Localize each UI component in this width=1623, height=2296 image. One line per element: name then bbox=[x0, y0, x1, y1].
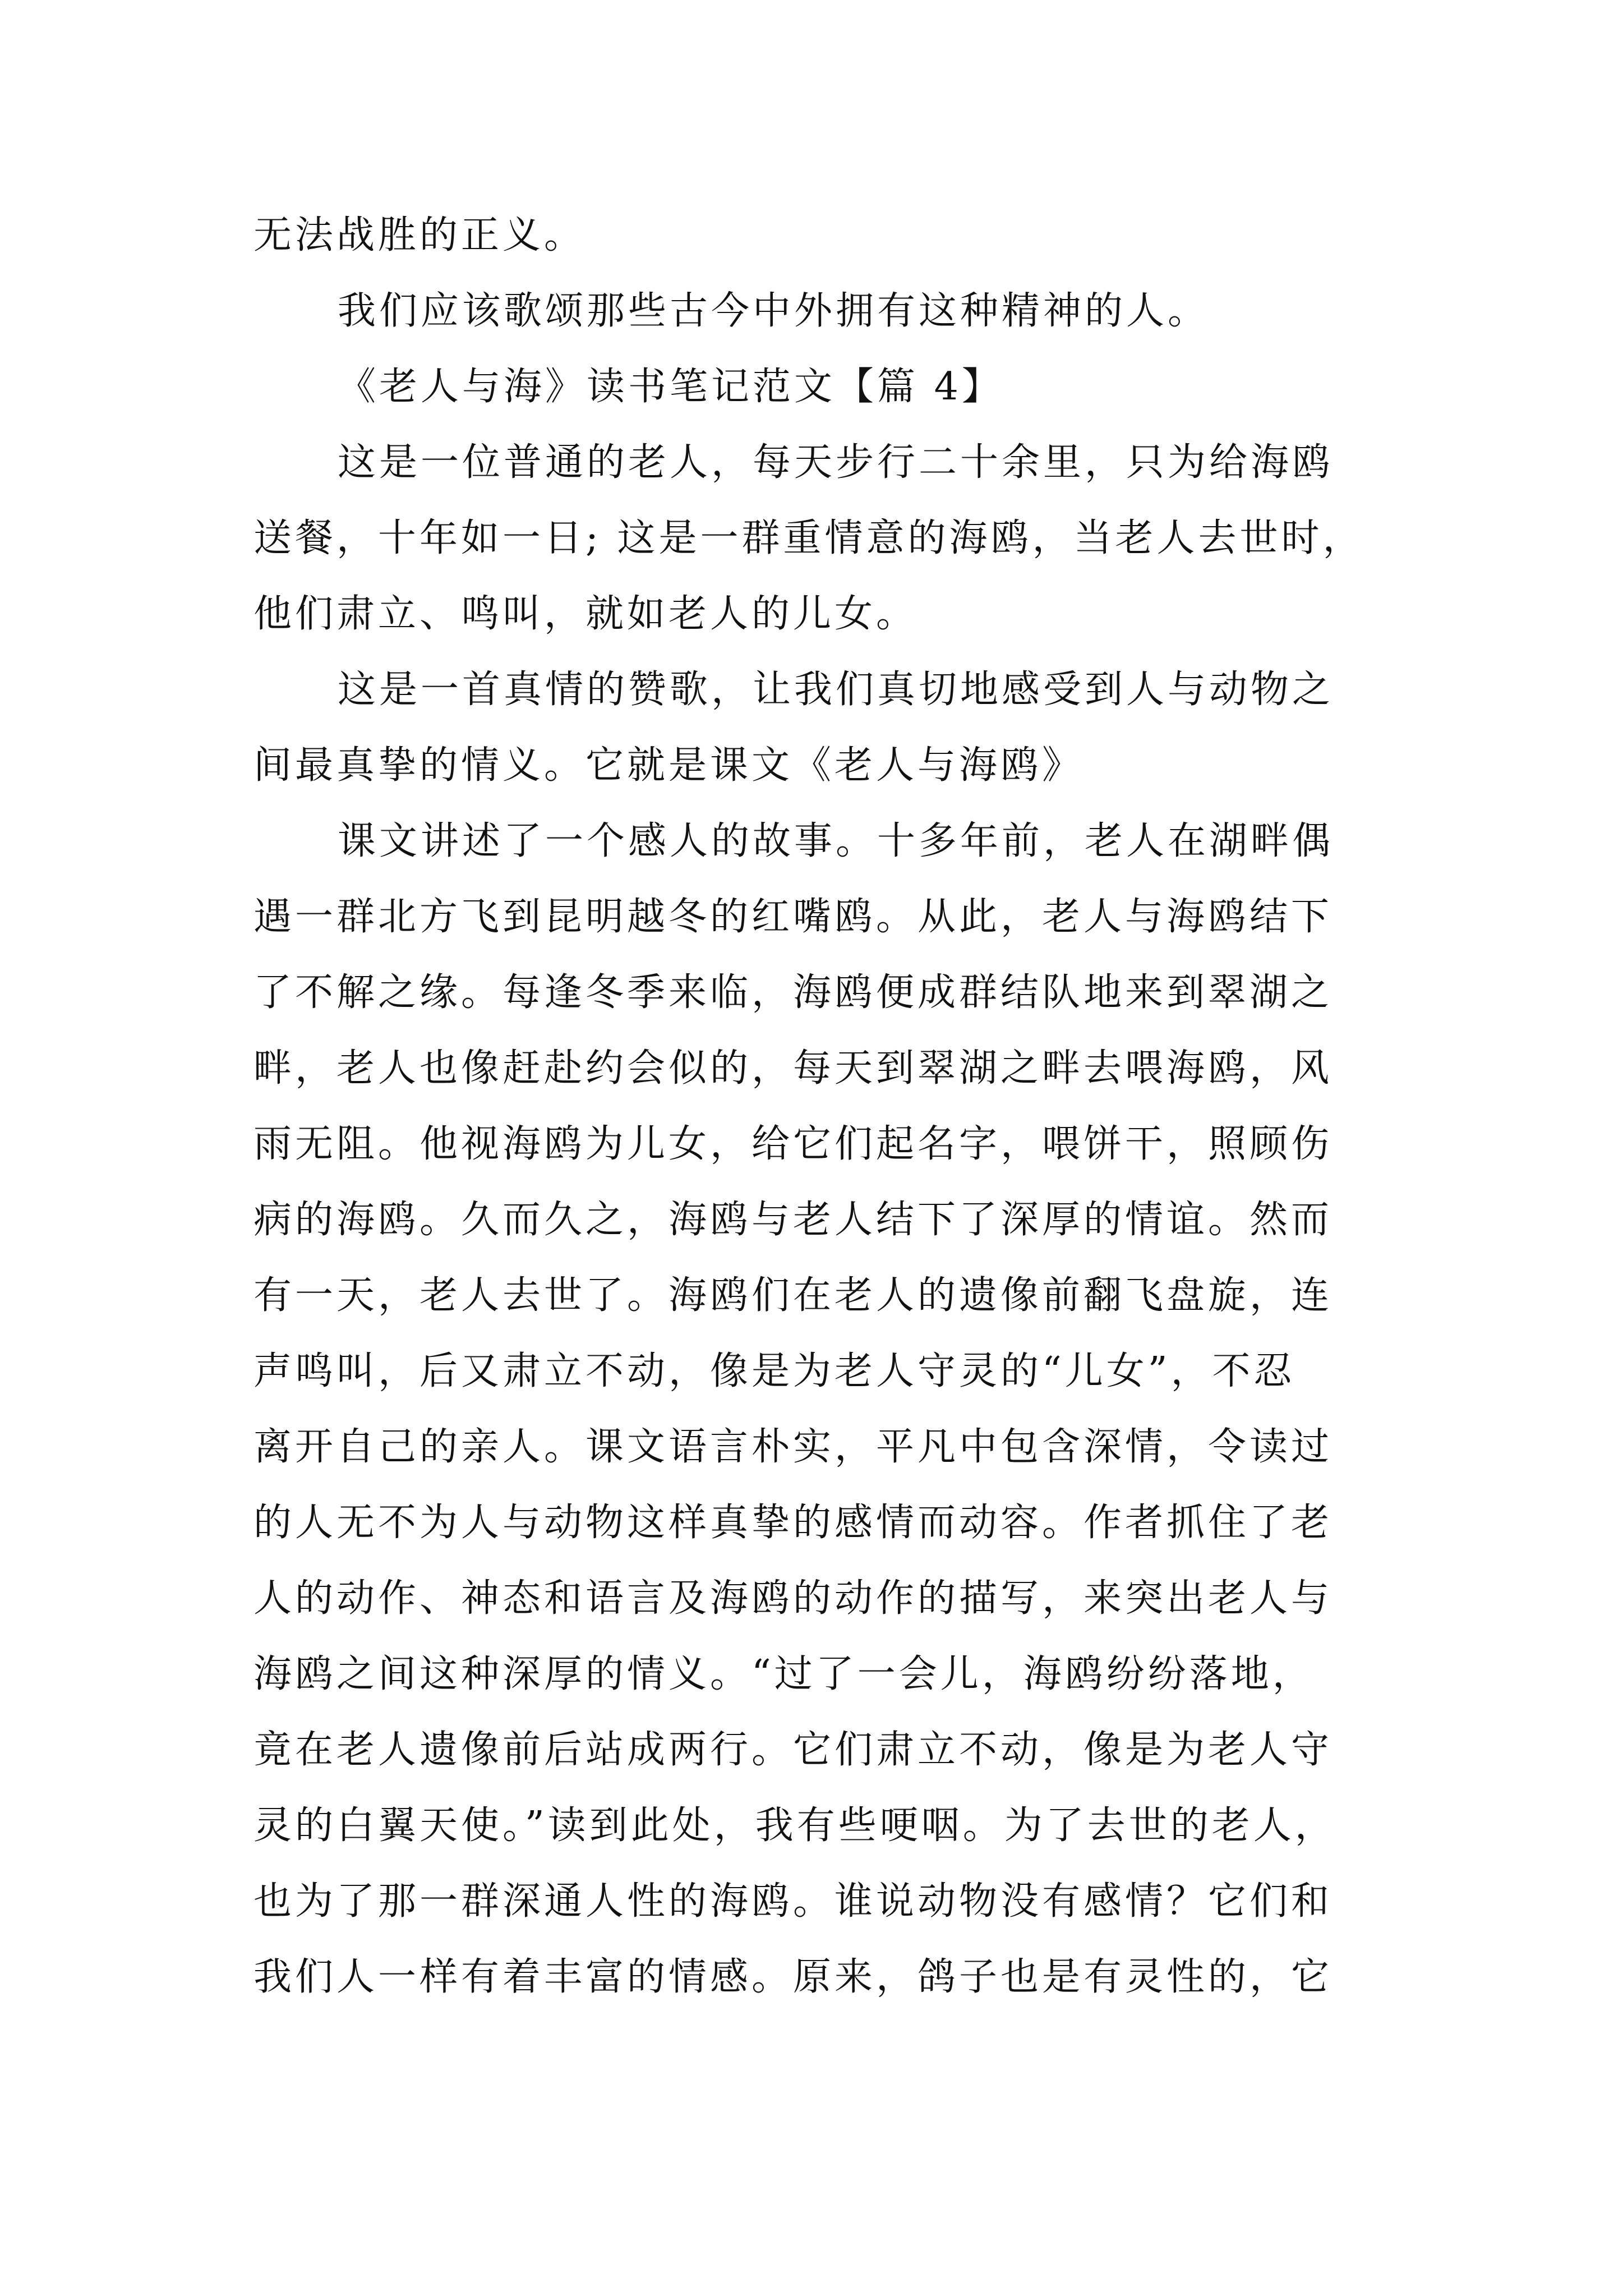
text-line: 课文讲述了一个感人的故事。十多年前，老人在湖畔偶 bbox=[338, 819, 1334, 863]
text-line: 畔，老人也像赶赴约会似的，每天到翠湖之畔去喂海鸥，风 bbox=[253, 1046, 1333, 1091]
text-line: 这是一位普通的老人，每天步行二十余里，只为给海鸥 bbox=[338, 440, 1334, 485]
text-line: 送餐，十年如一日; 这是一群重情意的海鸥，当老人去世时， bbox=[253, 516, 1364, 560]
text-line: 病的海鸥。久而久之，海鸥与老人结下了深厚的情谊。然而 bbox=[253, 1198, 1333, 1242]
text-line: 竟在老人遗像前后站成两行。它们肃立不动，像是为老人守 bbox=[253, 1728, 1333, 1772]
text-line: 灵的白翼天使。”读到此处，我有些哽咽。为了去世的老人， bbox=[253, 1803, 1336, 1848]
text-line: 无法战胜的正义。 bbox=[253, 213, 586, 257]
text-line: 海鸥之间这种深厚的情义。“过了一会儿，海鸥纷纷落地， bbox=[253, 1652, 1314, 1696]
text-line: 离开自己的亲人。课文语言朴实，平凡中包含深情，令读过 bbox=[253, 1425, 1333, 1469]
text-line: 声鸣叫，后又肃立不动，像是为老人守灵的“儿女”，不忍 bbox=[253, 1349, 1295, 1393]
text-line: 雨无阻。他视海鸥为儿女，给它们起名字，喂饼干，照顾伤 bbox=[253, 1122, 1333, 1166]
text-line: 有一天，老人去世了。海鸥们在老人的遗像前翻飞盘旋，连 bbox=[253, 1273, 1333, 1318]
text-line: 人的动作、神态和语言及海鸥的动作的描写，来突出老人与 bbox=[253, 1576, 1333, 1621]
text-line: 也为了那一群深通人性的海鸥。谁说动物没有感情？它们和 bbox=[253, 1879, 1333, 1924]
text-line: 间最真挚的情义。它就是课文《老人与海鸥》 bbox=[253, 743, 1084, 788]
text-line: 这是一首真情的赞歌，让我们真切地感受到人与动物之 bbox=[338, 668, 1334, 712]
text-line: 我们应该歌颂那些古今中外拥有这种精神的人。 bbox=[338, 289, 1210, 333]
text-line: 他们肃立、鸣叫，就如老人的儿女。 bbox=[253, 592, 918, 636]
text-line: 遇一群北方飞到昆明越冬的红嘴鸥。从此，老人与海鸥结下 bbox=[253, 895, 1333, 939]
text-line: 的人无不为人与动物这样真挚的感情而动容。作者抓住了老 bbox=[253, 1501, 1333, 1545]
section-heading: 《老人与海》读书笔记范文【篇 4】 bbox=[338, 365, 1003, 409]
text-line: 了不解之缘。每逢冬季来临，海鸥便成群结队地来到翠湖之 bbox=[253, 970, 1333, 1015]
text-line: 我们人一样有着丰富的情感。原来，鸽子也是有灵性的，它 bbox=[253, 1955, 1333, 1999]
